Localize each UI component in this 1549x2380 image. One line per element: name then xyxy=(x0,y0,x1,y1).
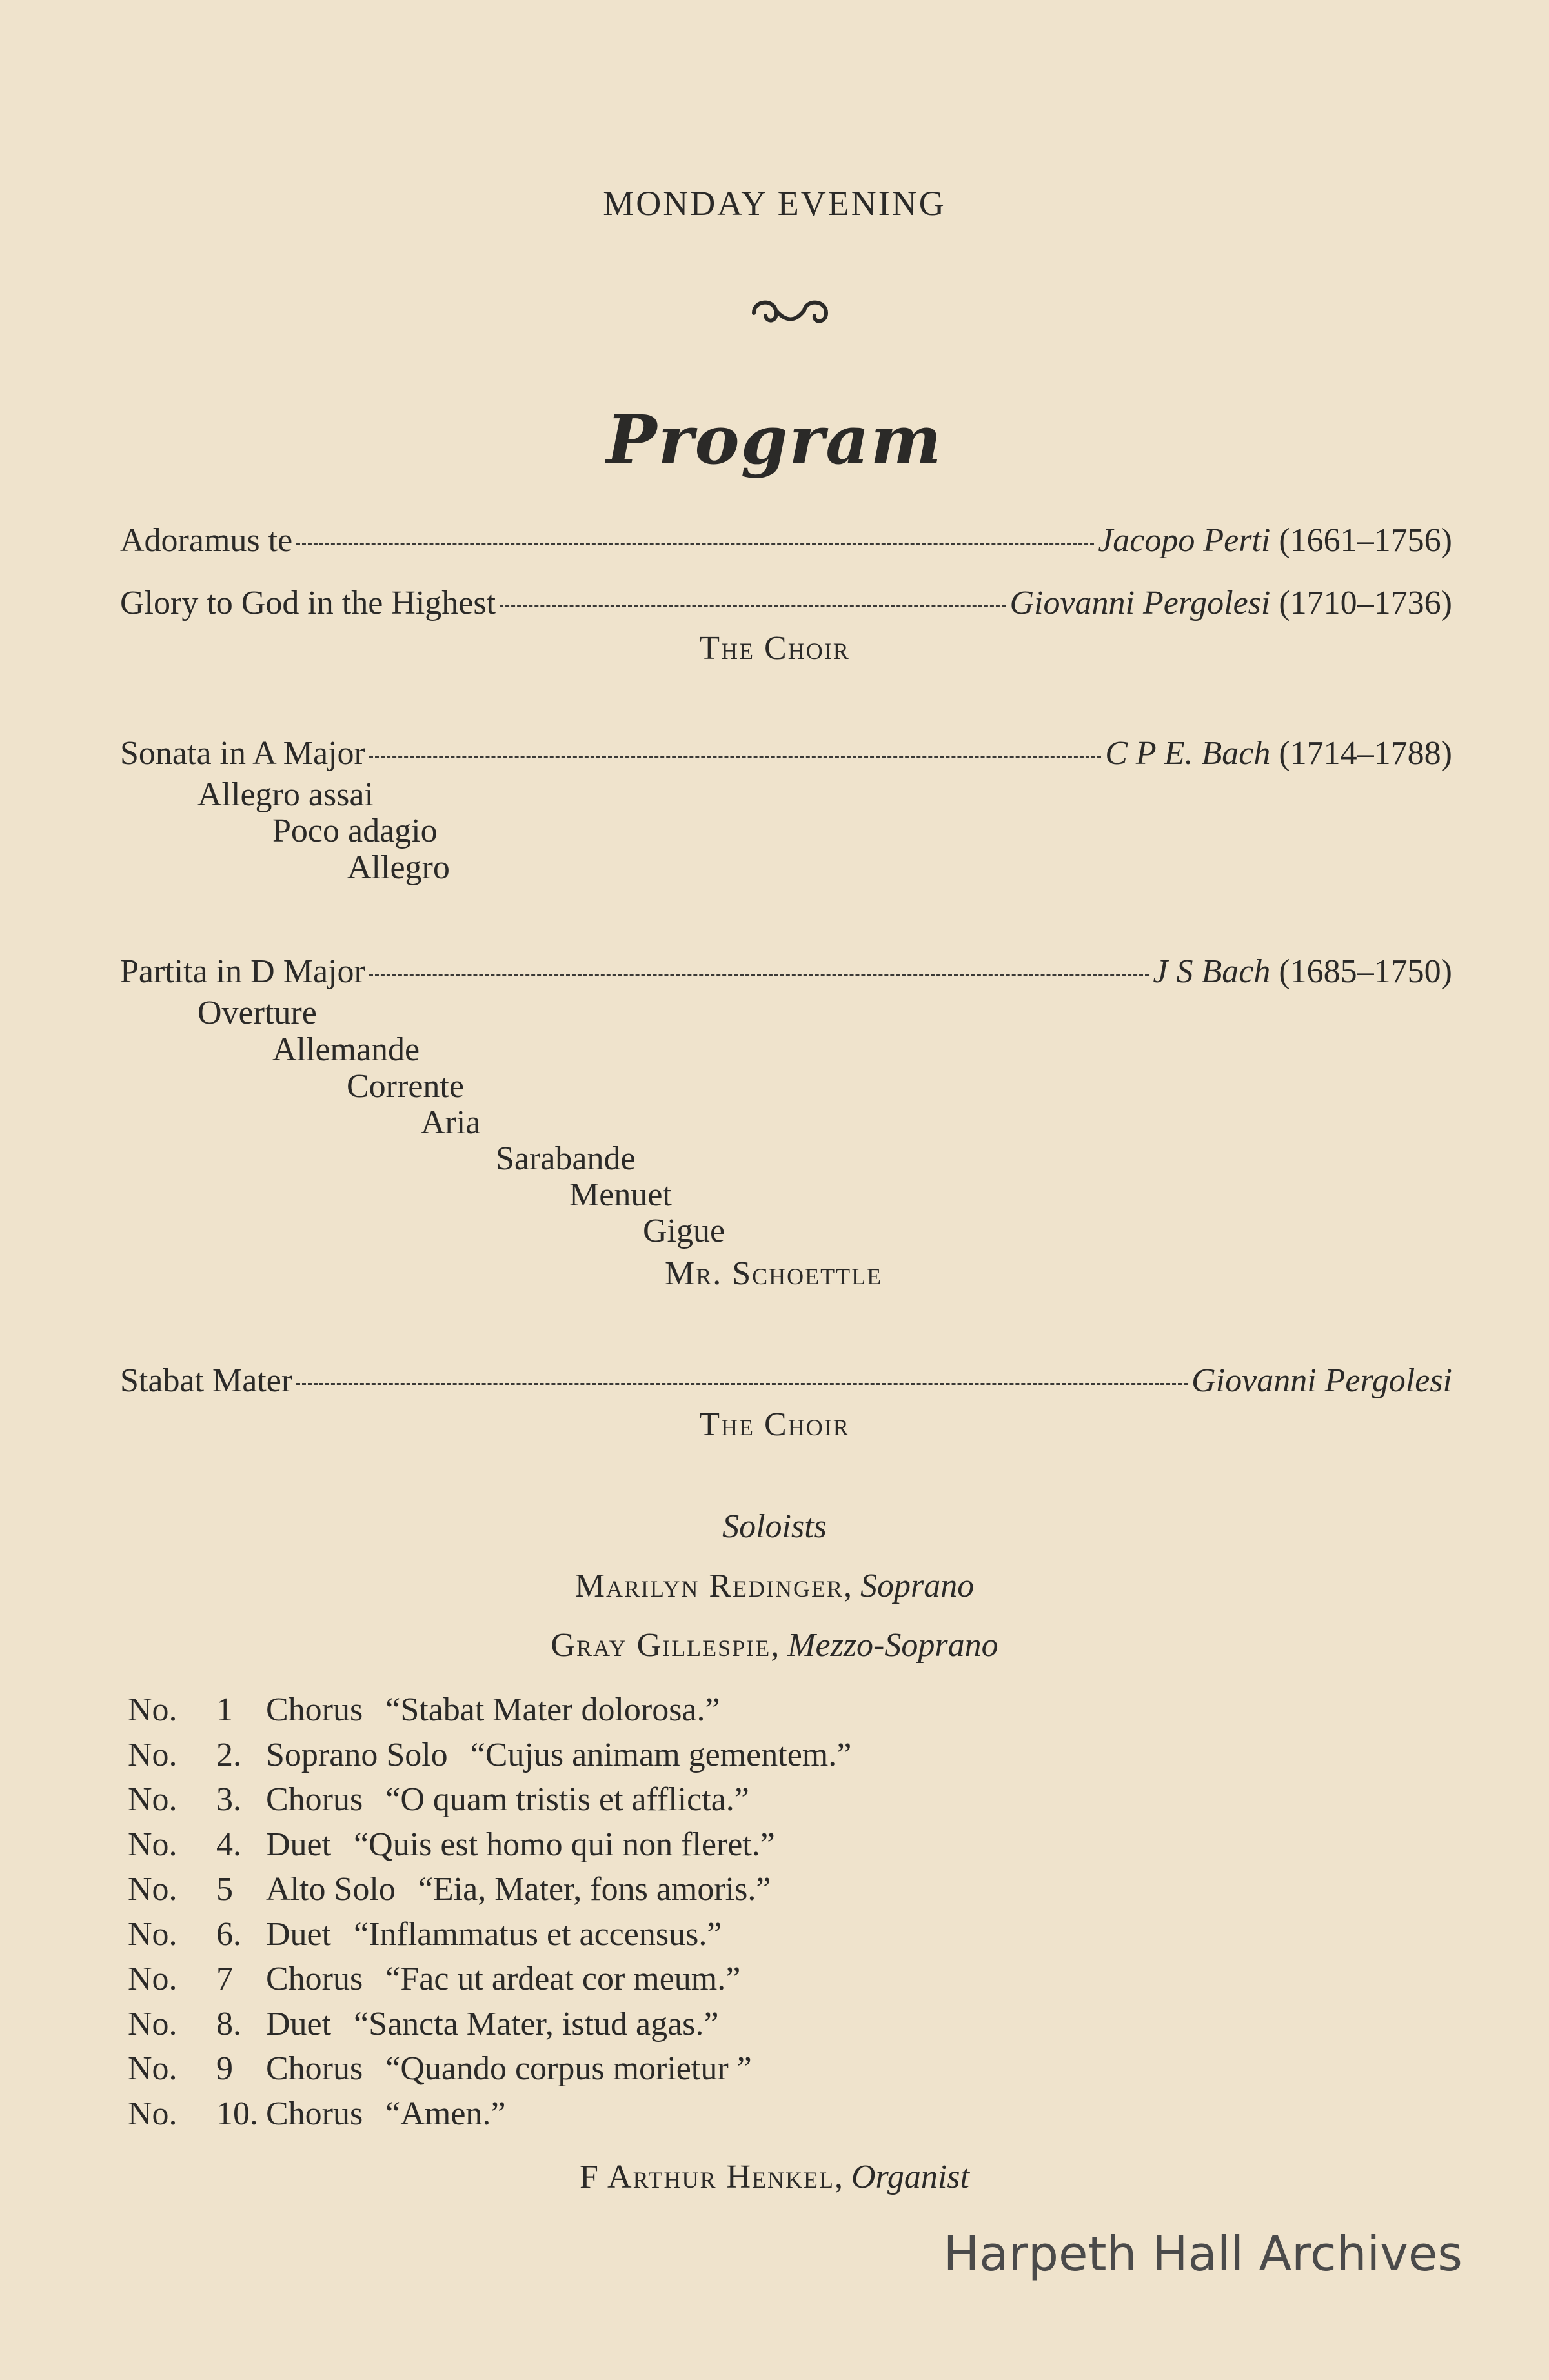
composer-dates: (1661–1756) xyxy=(1279,522,1452,559)
number-description xyxy=(266,2005,718,2043)
number-label: No. xyxy=(128,2050,177,2087)
soloist-name: Marilyn Redinger xyxy=(574,1568,844,1604)
movement: Sarabande xyxy=(496,1140,636,1177)
composer: C P E. Bach xyxy=(1105,735,1271,772)
number-type: Chorus xyxy=(266,1691,363,1728)
piece-composer-line xyxy=(1153,953,1452,991)
number-type: Alto Solo xyxy=(266,1871,396,1908)
piece-title: Sonata in A Major xyxy=(120,735,365,772)
soloist-name: Gray Gillespie xyxy=(551,1627,771,1664)
composer-dates: (1714–1788) xyxy=(1279,735,1452,772)
piece-title: Stabat Mater xyxy=(120,1362,293,1399)
organist-role: Organist xyxy=(851,2159,969,2195)
number-value: 7 xyxy=(216,1961,233,1997)
piece-row xyxy=(120,953,1452,991)
performer: The Choir xyxy=(699,1406,850,1443)
number-description xyxy=(266,2095,506,2133)
soloists-heading: Soloists xyxy=(722,1508,827,1545)
number-value: 8. xyxy=(216,2005,241,2042)
soloist-voice: Mezzo-Soprano xyxy=(787,1627,998,1664)
composer: Giovanni Pergolesi xyxy=(1009,585,1271,621)
number-label: No. xyxy=(128,1961,177,1997)
number-description xyxy=(266,1736,851,1774)
piece-row xyxy=(120,1362,1452,1400)
performer: The Choir xyxy=(699,630,850,667)
number-text: “O quam tristis et afflicta.” xyxy=(385,1781,749,1818)
number-description xyxy=(266,1691,720,1729)
soloist-voice: Soprano xyxy=(860,1568,975,1604)
dot-leader xyxy=(296,1383,1188,1385)
number-description xyxy=(266,1915,722,1953)
number-value: 6. xyxy=(216,1915,241,1953)
number-text: “Inflammatus et accensus.” xyxy=(354,1915,722,1953)
number-value: 3. xyxy=(216,1781,241,1818)
movement: Gigue xyxy=(643,1213,725,1249)
number-label: No. xyxy=(128,1691,177,1728)
piece-composer-line xyxy=(1191,1362,1452,1400)
number-description xyxy=(266,1826,775,1864)
soloist: Gray Gillespie, Mezzo-Soprano xyxy=(551,1627,998,1664)
number-text: “Quando corpus morietur ” xyxy=(385,2050,752,2087)
page-heading: MONDAY EVENING xyxy=(603,184,946,223)
piece-row xyxy=(120,521,1452,560)
dot-leader xyxy=(369,974,1149,976)
piece-title: Adoramus te xyxy=(120,522,293,559)
number-value: 4. xyxy=(216,1826,241,1863)
number-description xyxy=(266,2050,752,2088)
piece-row xyxy=(120,734,1452,772)
organist: F Arthur Henkel, Organist xyxy=(580,2159,969,2195)
archive-watermark: Harpeth Hall Archives xyxy=(943,2226,1463,2282)
composer: Giovanni Pergolesi xyxy=(1191,1362,1452,1399)
number-label: No. xyxy=(128,1781,177,1818)
number-value: 10. xyxy=(216,2095,258,2132)
organist-name: F Arthur Henkel xyxy=(580,2159,835,2195)
number-type: Duet xyxy=(266,1915,332,1953)
number-type: Duet xyxy=(266,1826,332,1863)
number-text: “Stabat Mater dolorosa.” xyxy=(385,1691,720,1728)
movement: Allegro xyxy=(347,849,450,886)
number-label: No. xyxy=(128,1871,177,1908)
number-label: No. xyxy=(128,1736,177,1773)
number-type: Chorus xyxy=(266,2050,363,2087)
piece-title: Glory to God in the Highest xyxy=(120,585,496,621)
number-text: “Quis est homo qui non fleret.” xyxy=(354,1826,775,1863)
piece-row xyxy=(120,584,1452,622)
composer-dates: (1685–1750) xyxy=(1279,953,1452,990)
piece-composer-line xyxy=(1098,521,1452,560)
movement: Allegro assai xyxy=(197,776,374,813)
composer: J S Bach xyxy=(1153,953,1271,990)
composer-dates: (1710–1736) xyxy=(1279,585,1452,621)
movement: Corrente xyxy=(347,1068,464,1105)
number-description xyxy=(266,1780,749,1819)
number-value: 5 xyxy=(216,1871,233,1908)
movement: Poco adagio xyxy=(272,812,438,849)
number-text: “Cujus animam gementem.” xyxy=(470,1736,852,1773)
number-text: “Fac ut ardeat cor meum.” xyxy=(385,1961,741,1997)
number-type: Chorus xyxy=(266,1961,363,1997)
number-text: “Amen.” xyxy=(385,2095,506,2132)
movement: Aria xyxy=(421,1104,481,1141)
dot-leader xyxy=(296,543,1094,545)
movement: Menuet xyxy=(569,1176,672,1213)
number-type: Duet xyxy=(266,2005,332,2042)
movement: Overture xyxy=(197,994,317,1031)
piece-composer-line xyxy=(1009,584,1452,622)
number-value: 2. xyxy=(216,1736,241,1773)
number-value: 9 xyxy=(216,2050,233,2087)
number-label: No. xyxy=(128,1826,177,1863)
number-value: 1 xyxy=(216,1691,233,1728)
program-title: Program xyxy=(606,400,943,479)
number-text: “Sancta Mater, istud agas.” xyxy=(354,2005,719,2042)
number-type: Chorus xyxy=(266,1781,363,1818)
soloist: Marilyn Redinger, Soprano xyxy=(574,1568,975,1604)
piece-title: Partita in D Major xyxy=(120,953,365,990)
number-label: No. xyxy=(128,2095,177,2132)
composer: Jacopo Perti xyxy=(1098,522,1271,559)
number-text: “Eia, Mater, fons amoris.” xyxy=(418,1871,771,1908)
number-type: Chorus xyxy=(266,2095,363,2132)
movement: Allemande xyxy=(272,1031,420,1068)
number-label: No. xyxy=(128,2005,177,2042)
performer: Mr. Schoettle xyxy=(665,1255,883,1292)
ornament-icon xyxy=(747,294,833,330)
number-description xyxy=(266,1870,771,1908)
dot-leader xyxy=(369,756,1101,758)
piece-composer-line xyxy=(1105,734,1452,772)
dot-leader xyxy=(500,605,1006,607)
number-label: No. xyxy=(128,1915,177,1953)
number-description xyxy=(266,1960,740,1998)
number-type: Soprano Solo xyxy=(266,1736,448,1773)
